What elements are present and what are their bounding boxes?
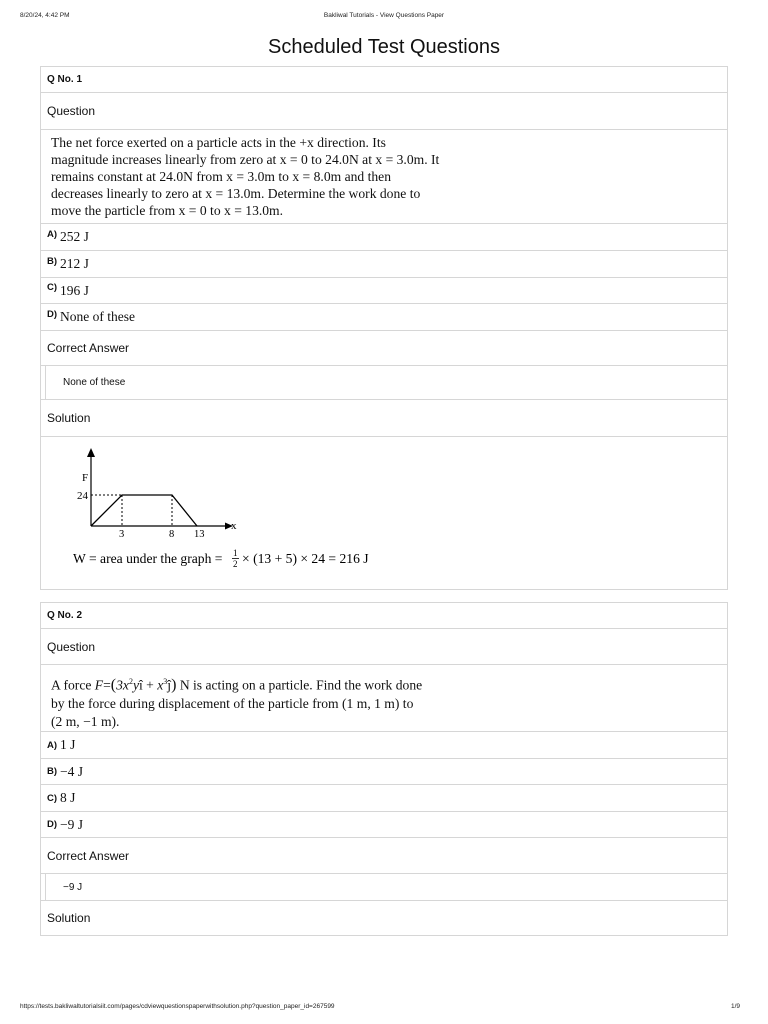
force-symbol: F — [94, 677, 104, 693]
y-tick-label: 24 — [77, 490, 88, 502]
option-d — [41, 812, 727, 838]
solution-label: Solution — [41, 400, 727, 437]
y-axis-label: F — [82, 472, 89, 484]
question-text-line: move the particle from x = 0 to x = 13.0m. — [51, 203, 284, 218]
x-tick-label: 13 — [194, 529, 205, 540]
text-fragment: = — [103, 677, 111, 693]
text-fragment: 2 — [128, 677, 133, 686]
option-value: 212 J — [60, 256, 89, 271]
y-axis-arrow — [87, 448, 95, 457]
solution-formula-prefix: W = area under the graph = — [73, 551, 223, 566]
question-text-line: decreases linearly to zero at x = 13.0m. Determine the work done to — [51, 186, 421, 201]
option-d — [41, 304, 727, 331]
text-fragment: y — [132, 677, 139, 693]
print-datetime: 8/20/24, 4:42 PM — [20, 12, 70, 19]
solution-content — [41, 437, 727, 589]
page-title: Scheduled Test Questions — [267, 36, 500, 58]
option-value: −9 J — [60, 816, 84, 832]
option-a — [41, 732, 727, 759]
option-c — [41, 278, 727, 304]
correct-answer — [41, 366, 727, 400]
text-fragment: N is acting on a particle. Find the work done — [179, 677, 423, 693]
question-card-1 — [40, 66, 728, 590]
question-label: Question — [41, 629, 727, 665]
footer-page-number: 1/9 — [730, 1003, 740, 1010]
solution-formula-suffix: × (13 + 5) × 24 = 216 J — [242, 551, 369, 566]
option-value: None of these — [60, 309, 136, 324]
option-value: 8 J — [60, 790, 76, 805]
option-key: D) — [47, 308, 58, 320]
question-text-line: The net force exerted on a particle acts in the +x direction. Its — [51, 135, 386, 150]
question-card-2 — [40, 602, 728, 936]
question-text-line: (2 m, −1 m). — [51, 713, 120, 729]
question-text-line: magnitude increases linearly from zero at x = 0 to 24.0N at x = 3.0m. It — [51, 152, 440, 167]
option-key: B) — [47, 766, 58, 777]
option-key: C) — [47, 282, 58, 293]
footer-url: https://tests.bakliwaltutorialsiit.com/pages/cdviewquestionspaperwithsolution.php?question_paper_id=267599 — [20, 1003, 335, 1010]
option-value: 1 J — [60, 737, 76, 752]
question-text-line — [51, 673, 717, 695]
fraction-denominator: 2 — [233, 559, 238, 569]
option-key: D) — [47, 819, 58, 830]
force-curve — [91, 495, 197, 526]
text-fragment: ( — [110, 676, 117, 694]
question-number: Q No. 1 — [41, 67, 727, 93]
question-label: Question — [41, 93, 727, 130]
x-tick-label: 8 — [169, 529, 175, 540]
option-value: −4 J — [60, 763, 84, 779]
fraction-numerator: 1 — [233, 548, 238, 558]
option-key: B) — [47, 255, 58, 267]
print-site-title: Bakliwal Tutorials - View Questions Paper — [323, 12, 445, 19]
option-b — [41, 759, 727, 785]
option-key: C) — [47, 792, 58, 804]
question-text — [41, 130, 727, 224]
option-value: 252 J — [60, 229, 89, 244]
text-fragment: x — [157, 677, 164, 693]
text-fragment: 3 — [163, 677, 168, 686]
print-header — [20, 12, 748, 24]
option-b — [41, 251, 727, 278]
unit-vector-j: ĵ — [167, 677, 172, 693]
correct-answer-value: −9 J — [45, 874, 727, 900]
x-tick-label: 3 — [119, 529, 125, 540]
solution-label: Solution — [47, 911, 91, 925]
text-fragment: ) — [171, 676, 177, 694]
question-text — [41, 665, 727, 732]
text-fragment: A force — [51, 677, 92, 693]
x-axis-label: x — [231, 520, 237, 532]
correct-answer — [41, 874, 727, 901]
option-key: A) — [47, 739, 58, 751]
correct-answer-label: Correct Answer — [41, 331, 727, 366]
print-footer — [20, 1003, 740, 1015]
option-value: 196 J — [60, 282, 89, 298]
option-a — [41, 224, 727, 251]
option-key: A) — [47, 228, 58, 240]
question-text-line: remains constant at 24.0N from x = 3.0m to x = 8.0m and then — [51, 169, 392, 184]
text-fragment: 3x — [116, 677, 129, 693]
text-fragment: + — [142, 677, 158, 693]
question-text-line: by the force during displacement of the particle from (1 m, 1 m) to — [51, 695, 414, 711]
option-c — [41, 785, 727, 812]
unit-vector-i: î — [139, 677, 143, 693]
correct-answer-label: Correct Answer — [41, 838, 727, 874]
question-number: Q No. 2 — [41, 603, 727, 629]
correct-answer-value: None of these — [45, 366, 727, 399]
solution-graph — [41, 437, 727, 589]
